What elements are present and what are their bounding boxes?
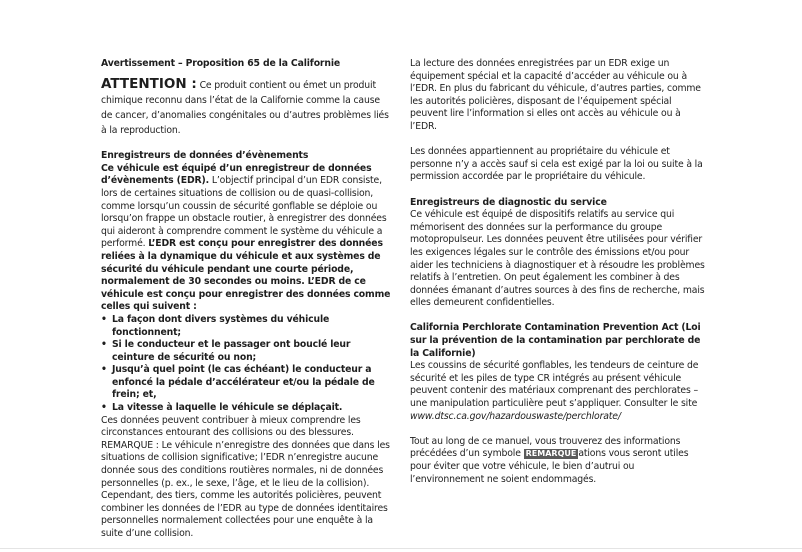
- perchlorate-heading: California Perchlorate Contamination Prevention Act (Loi sur la prévention de la contamination par perchlorate de la Californie): [410, 322, 701, 359]
- list-item: • La vitesse à laquelle le véhicule se déplaçait.: [101, 402, 343, 414]
- list-item: • La façon dont divers systèmes du véhicule fonctionnent;: [101, 313, 330, 338]
- list-item: • Si le conducteur et le passager ont bouclé leur ceinture de sécurité ou non;: [101, 339, 351, 363]
- edr-text-3: Ces données peuvent contribuer à mieux comprendre les circonstances entourant des collisions ou des blessures. REMARQUE : Le véhicule n’enregistre des données que dans les situations de collision significative; l’EDR n’enregistre aucune donnée sous des conditions routières normales, ni de données personnelles (p. ex., le sexe, l’âge, et le lieu de la collision). Cependant, des tiers, comme les autorités policières, peuvent combiner les données de l’EDR au type de données identitaires personnelles normalement collectées pour une enquête à la suite d’une collision.: [101, 414, 390, 539]
- edr-bold-2: L’EDR est conçu pour enregistrer des données reliées à la dynamique du véhicule et aux systèmes de sécurité du véhicule pendant une courte période, normalement de 30 secondes ou moins. L’EDR de ce véhicule est conçu pour enregistrer des données comme celles qui suivent :: [101, 238, 391, 313]
- perchlorate-link[interactable]: www.dtsc.ca.gov/hazardouswaste/perchlorate/: [410, 410, 621, 422]
- diag-paragraph: Ce véhicule est équipé de dispositifs relatifs au service qui mémorisent des données sur la performance du groupe motopropulseur. Les données peuvent être utilisées pour vérifier les exigences légales sur le contrôle des émissions et/ou pour aider les techniciens à diagnostiquer et à résoudre les problèmes relatifs à l’entretien. On peut également les combiner à des données émanant d’autres sources à des fins de recherche, mais elles demeurent confidentielles.: [410, 209, 705, 309]
- list-item: • Jusqu’à quel point (le cas échéant) le conducteur a enfoncé la pédale d’accélérateur et/ou la pédale de frein; et,: [101, 364, 375, 401]
- manual-paragraph: [410, 436, 706, 486]
- remarque-badge: REMARQUE: [525, 449, 577, 459]
- left-column: [101, 58, 391, 541]
- perchlorate-text: Les coussins de sécurité gonflables, les tendeurs de ceinture de sécurité et les piles de type CR intégrés au présent véhicule peuvent contenir des matériaux comprenant des perchlorates – une manipulation particulière peut s’appliquer. Consulter le site: [410, 360, 699, 410]
- edr-paragraph: [101, 163, 391, 314]
- prop65-heading: Avertissement – Proposition 65 de la Californie: [101, 58, 341, 69]
- manual-text-after: ations vous seront utiles pour éviter que votre véhicule, le bien d’autrui ou l’environnement ne soient endommagés.: [410, 448, 689, 485]
- edr-heading: Enregistreurs de données d’évènements: [101, 150, 309, 162]
- attention-label: ATTENTION :: [101, 75, 197, 92]
- bullet-icon: •: [101, 402, 107, 414]
- edr-bold-intro: Ce véhicule est équipé d’un enregistreur de données d’évènements (EDR).: [101, 162, 372, 187]
- edr-text-1: L’objectif principal d’un EDR consiste, lors de certaines situations de collision ou de quasi-collision, comme lorsqu’un coussin de sécurité gonflable se déploie ou lorsqu’on frappe un obstacle routier, à enregistrer des données qui aideront à comprendre comment le système du véhicule a performé.: [101, 175, 387, 250]
- edr-owner-paragraph: Les données appartiennent au propriétaire du véhicule et personne n’y a accès sauf si cela est exigé par la loi ou suite à la permission accordée par le propriétaire du véhicule.: [410, 146, 703, 183]
- right-column: [410, 58, 706, 486]
- attention-paragraph: [101, 77, 391, 138]
- bullet-icon: •: [101, 313, 107, 325]
- attention-text: Ce produit contient ou émet un produit chimique reconnu dans l’état de la Californie comme la cause de cancer, d’anomalies congénitales ou d’autres problèmes liés à la reproduction.: [101, 79, 389, 136]
- page-bottom-divider: [0, 548, 802, 549]
- edr-read-paragraph: La lecture des données enregistrées par un EDR exige un équipement spécial et la capacité d’accéder au véhicule ou à l’EDR. En plus du fabricant du véhicule, d’autres parties, comme les autorités policières, disposant de l’équipement spécial peuvent lire l’information si elles ont accès au véhicule ou à l’EDR.: [410, 58, 701, 132]
- diag-heading: Enregistreurs de diagnostic du service: [410, 196, 607, 208]
- bullet-icon: •: [101, 339, 107, 351]
- perchlorate-paragraph: [410, 360, 706, 423]
- edr-bullet-list: [101, 314, 391, 415]
- bullet-icon: •: [101, 364, 107, 376]
- manual-text-before: Tout au long de ce manuel, vous trouverez des informations précédées d’un symbole: [410, 435, 681, 460]
